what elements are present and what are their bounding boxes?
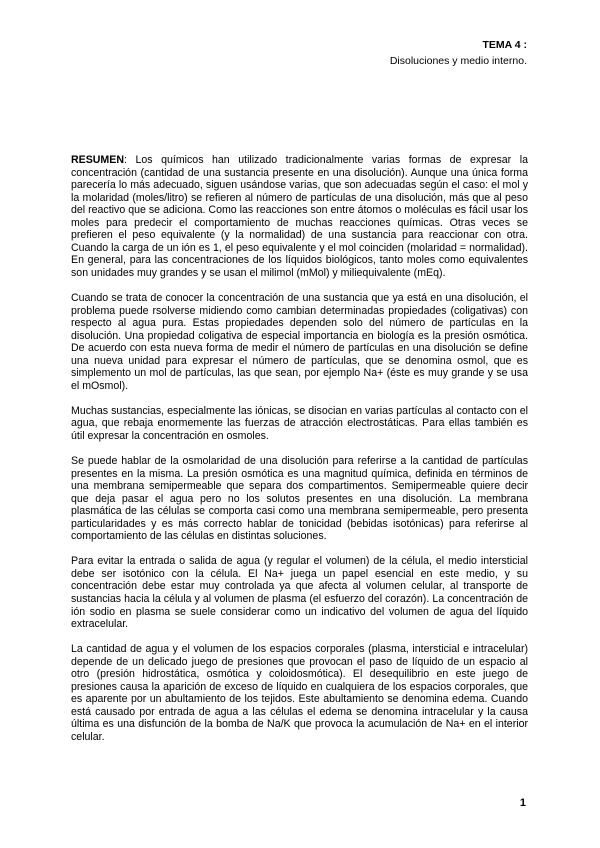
paragraph-edema: La cantidad de agua y el volumen de los espacios corporales (plasma, intersticial e intracelular) depende de un delicado juego de presiones que provocan el paso de líquido de un espacio al otro (presión hidrostática, osmótica y coloidosmótica). El desequilibrio en este juego de presiones causa la aparición de exceso de líquido en cualquiera de los espacios corporales, que es aparente por un abultamiento de los tejidos. Este abultamiento se denomina edema. Cuando está causado por entrada de agua a las células el edema se denomina intracelular y la causa última es una disfunción de la bomba de Na/K que provoca la acumulación de Na+ en el interior celular. <box>71 643 528 743</box>
paragraph-text: : Los químicos han utilizado tradicionalmente varias formas de expresar la concentración (cantidad de una sustancia presente en una disolución). Aunque una única forma parecería lo más adecuado, siguen usándose varias, que son adecuadas según el caso: el mol y la molaridad (moles/litro) se refieren al número de partículas de una disolución, más que al peso del reactivo que se adiciona. Como las reacciones son entre átomos o moléculas es fácil usar los moles para predecir el comportamiento de muchas reacciones químicas. Otras veces se prefieren el peso equivalente (y la normalidad) de una sustancia para reaccionar con otra. Cuando la carga de un ión es 1, el peso equivalente y el mol coinciden (molaridad = normalidad). En general, para las concentraciones de los líquidos biológicos, tanto moles como equivalentes son unidades muy grandes y se usan el milimol (mMol) y miliequivalente (mEq). <box>71 154 528 279</box>
topic-title: Disoluciones y medio interno. <box>389 55 527 67</box>
paragraph-colligative: Cuando se trata de conocer la concentración de una sustancia que ya está en una disolución, el problema puede rsolverse midiendo como cambian determinadas propiedades (coligativas) con respecto al agua pura. Estas propiedades dependen solo del número de partículas en la disolución. Una propiedad coligativa de especial importancia en biología es la presión osmótica. De acuerdo con esta nueva forma de medir el número de partículas en una disolución se define una nueva unidad para expresar el número de partículas, que se denomina osmol, que es simplemento un mol de partículas, las que sean, por ejemplo Na+ (éste es muy grande y se usa el mOsmol). <box>71 291 528 392</box>
paragraph-summary <box>71 154 528 279</box>
document-body <box>71 154 528 756</box>
paragraph-osmolarity: Se puede hablar de la osmolaridad de una disolución para referirse a la cantidad de partículas presentes en la misma. La presión osmótica es una magnitud química, definida en términos de una membrana semipermeable que separa dos compartimentos. Semipermeable quiere decir que deja pasar el agua pero no los solutos presentes en una disolución. La membrana plasmática de las células se comporta casi como una membrana semipermeable, pero presenta particularidades y es más correcto hablar de tonicidad (bebidas isotónicas) para referirse al comportamiento de las células en distintas soluciones. <box>71 454 528 543</box>
paragraph-sodium: Para evitar la entrada o salida de agua (y regular el volumen) de la célula, el medio intersticial debe ser isotónico con la célula. El Na+ juega un papel esencial en este medio, y su concentración debe estar muy controlada ya que afecta al volumen celular, al transporte de sustancias hacia la célula y al volumen de plasma (el esfuerzo del corazón). La concentración de ión sodio en plasma se suele considerar como un indicativo del volumen de agua del líquido extracelular. <box>71 555 528 631</box>
summary-label: RESUMEN <box>71 154 124 166</box>
paragraph-ionic: Muchas sustancias, especialmente las iónicas, se disocian en varias partículas al contacto con el agua, que rebaja enormemente las fuerzas de atracción electrostáticas. Para ellas también es útil expresar la concentración en osmoles. <box>71 404 528 442</box>
topic-number: TEMA 4 : <box>482 39 527 51</box>
page-header <box>390 37 527 69</box>
page-number: 1 <box>519 797 526 809</box>
